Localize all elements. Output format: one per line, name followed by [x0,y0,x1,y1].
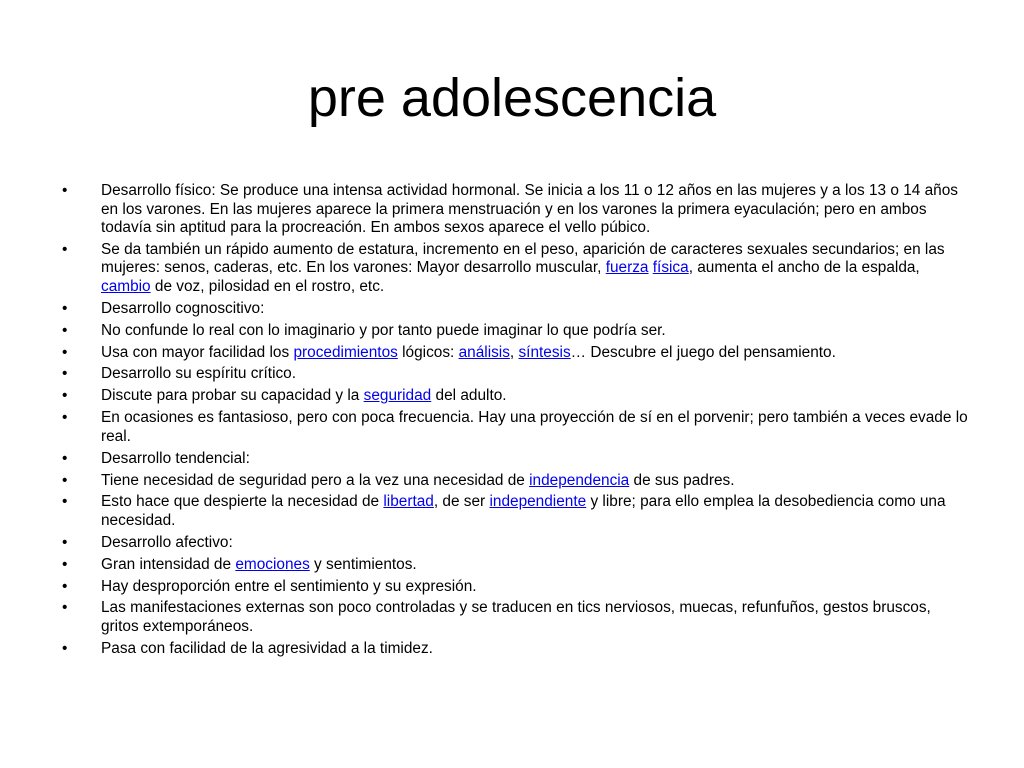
bullet-dot-icon: • [62,321,68,339]
text-run: y libre; para ello emplea la desobediencia como una necesidad. [101,493,946,529]
bullet-dot-icon: • [62,409,68,427]
text-run: Esto hace que despierte la necesidad de [101,493,384,511]
bullet-text [101,409,968,445]
inline-link[interactable]: cambio [101,277,151,295]
text-run: del adulto. [431,387,507,405]
bullet-dot-icon: • [62,577,68,595]
bullet-item [62,534,972,553]
inline-link[interactable]: síntesis [518,343,571,361]
bullet-item [62,387,972,406]
slide-title: pre adolescencia [307,68,717,128]
bullet-item [62,300,972,319]
bullet-dot-icon: • [62,493,68,511]
bullet-text [101,640,433,657]
bullet-item [62,182,972,238]
bullet-text [101,578,477,595]
text-run: y sentimientos. [309,555,417,573]
inline-link[interactable]: fuerza [605,259,649,277]
bullet-item [62,450,972,469]
text-run: de sus padres. [629,471,735,489]
bullet-dot-icon: • [62,555,68,573]
inline-link[interactable]: seguridad [363,387,432,405]
bullet-dot-icon: • [62,639,68,657]
bullet-dot-icon: • [62,599,68,617]
text-run: Tiene necesidad de seguridad pero a la vez una necesidad de [101,471,530,489]
bullet-text [101,493,946,529]
text-run: Desarrollo afectivo: [101,533,233,551]
text-run: de voz, pilosidad en el rostro, etc. [150,277,385,295]
bullet-dot-icon: • [62,449,68,467]
text-run: Desarrollo su espíritu crítico. [101,365,297,383]
text-run: Hay desproporción entre el sentimiento y su expresión. [101,577,477,595]
text-run: , de ser [433,493,490,511]
bullet-text [101,241,945,295]
bullet-item [62,493,972,530]
inline-link[interactable]: independiente [489,493,587,511]
inline-link[interactable]: análisis [458,343,510,361]
text-run: No confunde lo real con lo imaginario y por tanto puede imaginar lo que podría ser. [101,321,666,339]
bullet-dot-icon: • [62,471,68,489]
inline-link[interactable]: emociones [235,555,310,573]
bullet-dot-icon: • [62,299,68,317]
bullet-item [62,472,972,491]
bullet-dot-icon: • [62,533,68,551]
inline-link[interactable]: procedimientos [293,343,398,361]
bullet-dot-icon: • [62,343,68,361]
bullet-item [62,556,972,575]
bullet-item [62,344,972,363]
bullet-list [62,182,972,662]
text-run: , aumenta el ancho de la espalda, [688,259,920,277]
bullet-item [62,409,972,446]
bullet-text [101,365,296,382]
bullet-item [62,640,972,659]
text-run: Las manifestaciones externas son poco controladas y se traducen en tics nerviosos, muecas, refunfuños, gestos bruscos, gritos extemporáneos. [101,599,931,635]
bullet-dot-icon: • [62,240,68,258]
bullet-item [62,241,972,297]
bullet-text [101,182,958,236]
bullet-item [62,599,972,636]
text-run: Se da también un rápido aumento de estatura, incremento en el peso, aparición de caracteres sexuales secundarios; en las mujeres: senos, caderas, etc. En los varones: Mayor desarrollo muscular, [101,240,945,277]
bullet-text [101,556,417,573]
inline-link[interactable]: independencia [529,471,630,489]
text-run: lógicos: [397,343,459,361]
bullet-dot-icon: • [62,387,68,405]
bullet-text [101,322,666,339]
bullet-item [62,365,972,384]
bullet-item [62,578,972,597]
bullet-item [62,322,972,341]
inline-link[interactable]: libertad [383,493,434,511]
text-run: Desarrollo cognoscitivo: [101,299,265,317]
text-run: Discute para probar su capacidad y la [101,387,364,405]
text-run: Gran intensidad de [101,555,236,573]
inline-link[interactable]: física [652,259,689,277]
text-run: … Descubre el juego del pensamiento. [570,343,836,361]
bullet-dot-icon: • [62,365,68,383]
bullet-text [101,450,250,467]
bullet-text [101,534,233,551]
text-run: , [509,343,519,361]
text-run: Desarrollo tendencial: [101,449,250,467]
text-run: Pasa con facilidad de la agresividad a la timidez. [101,639,433,657]
bullet-text [101,472,734,489]
text-run: En ocasiones es fantasioso, pero con poca frecuencia. Hay una proyección de sí en el porvenir; pero también a veces evade lo real. [101,409,968,445]
bullet-text [101,344,836,361]
bullet-text [101,387,507,404]
text-run: Desarrollo físico: Se produce una intensa actividad hormonal. Se inicia a los 11 o 12 años en las mujeres y a los 13 o 14 años en los varones. En las mujeres aparece la primera menstruación y en los varones la primera eyaculación; pero en ambos todavía sin aptitud para la procreación. En ambos sexos aparece el vello púbico. [101,182,958,236]
bullet-dot-icon: • [62,182,68,199]
text-run: Usa con mayor facilidad los [101,343,294,361]
bullet-text [101,599,931,635]
bullet-text [101,300,264,317]
